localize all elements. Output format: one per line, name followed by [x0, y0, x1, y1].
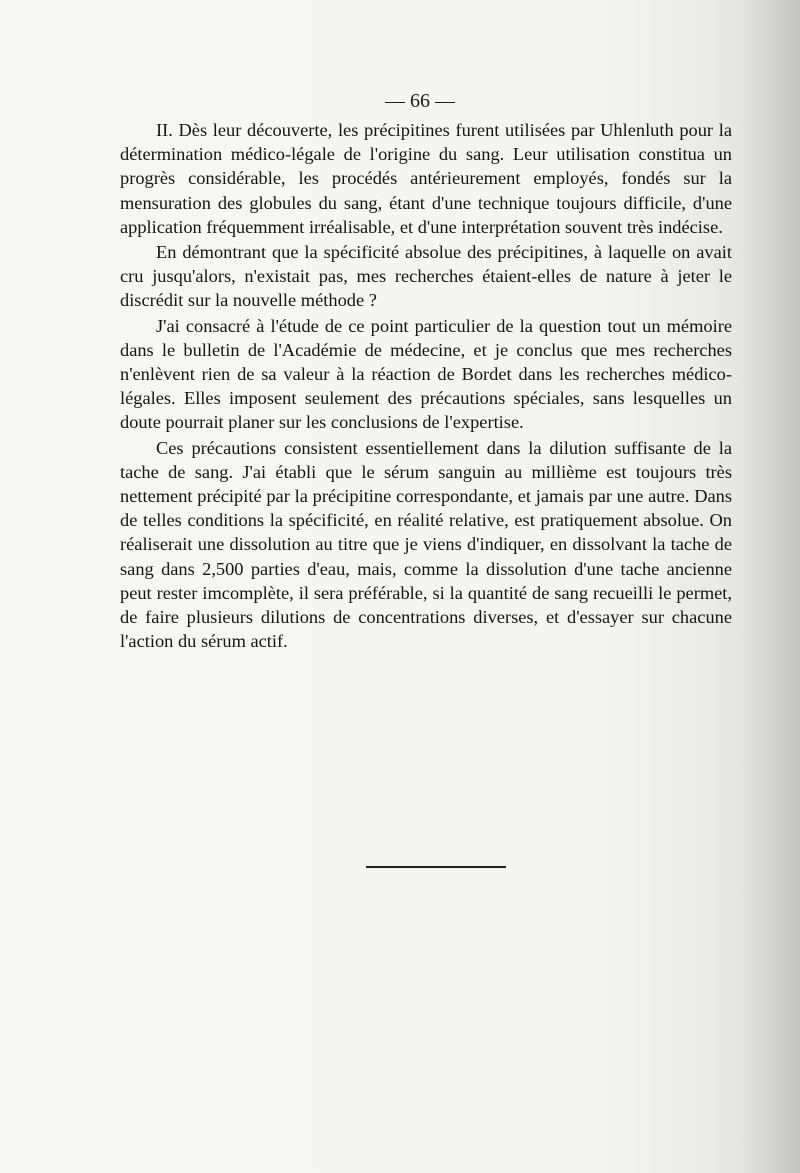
paragraph-4: Ces précautions consistent essentiellement dans la dilution suffisante de la tache de sang. J'ai établi que le sérum sanguin au millième est toujours très nettement précipité par la précipitine correspondante, et jamais par une autre. Dans de telles conditions la spécificité, en réalité relative, est pratiquement absolue. On réaliserait une dissolution au titre que je viens d'indiquer, en dissolvant la tache de sang dans 2,500 parties d'eau, mais, comme la dissolution d'une tache ancienne peut rester imcomplète, il sera préférable, si la quantité de sang recueilli le permet, de faire plusieurs dilutions de concentrations diverses, et d'essayer sur chacune l'action du sérum actif. [120, 437, 732, 652]
section-end-rule [366, 866, 506, 868]
paragraph-2: En démontrant que la spécificité absolue des précipitines, à laquelle on avait cru jusqu'alors, n'existait pas, mes recherches étaient-elles de nature à jeter le discrédit sur la nouvelle méthode ? [120, 242, 732, 311]
paragraph-1: II. Dès leur découverte, les précipitines furent utilisées par Uhlenluth pour la détermination médico-légale de l'origine du sang. Leur utilisation constitua un progrès considérable, les procédés antérieurement employés, fondés sur la mensuration des globules du sang, étant d'une technique toujours difficile, d'une application fréquemment irréalisable, et d'une interprétation souvent très indécise. [120, 120, 732, 237]
body-text [120, 118, 732, 654]
paragraph-3: J'ai consacré à l'étude de ce point particulier de la question tout un mémoire dans le bulletin de l'Académie de médecine, et je conclus que mes recherches n'enlèvent rien de sa valeur à la réaction de Bordet dans les recherches médico-légales. Elles imposent seulement des précautions spéciales, sans lesquelles un doute pourrait planer sur les conclusions de l'expertise. [120, 315, 732, 433]
page-edge-shadow [740, 0, 800, 1173]
page-number: — 66 — [385, 90, 455, 112]
